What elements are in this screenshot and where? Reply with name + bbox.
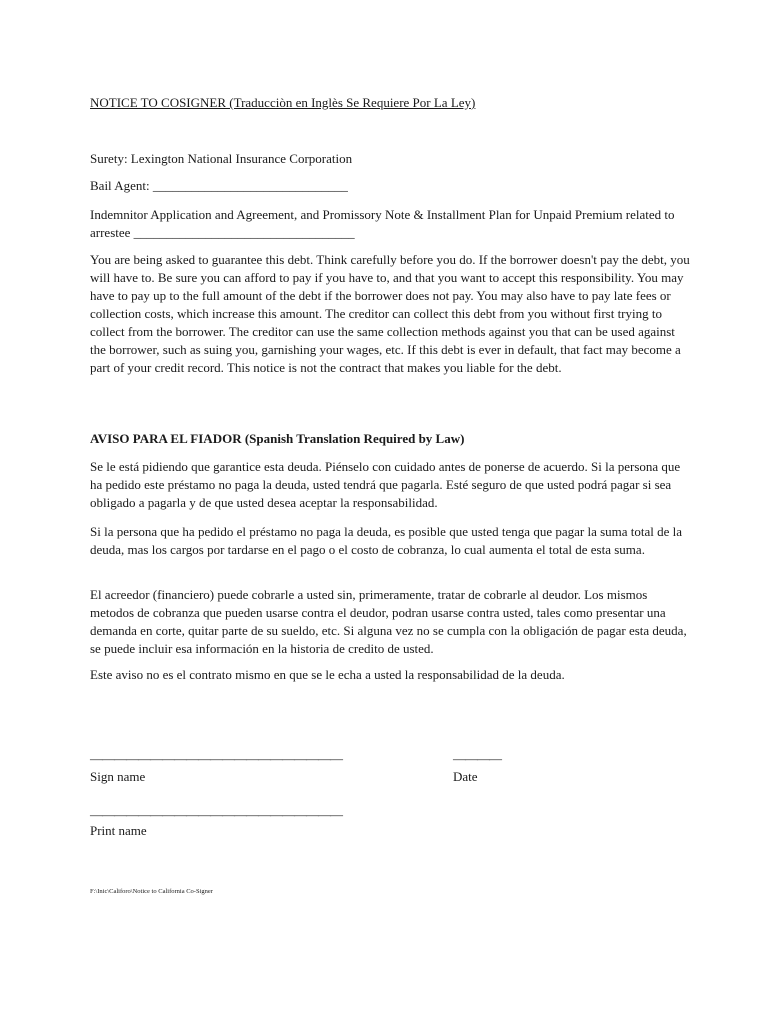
spanish-paragraph-4: Este aviso no es el contrato mismo en que se le echa a usted la responsabilidad de la deuda.: [90, 667, 565, 682]
sign-name-line: —————————————————————: [90, 751, 342, 766]
english-notice-paragraph: You are being asked to guarantee this debt. Think carefully before you do. If the borrower doesn't pay the debt, you will have to. Be sure you can afford to pay if you have to, and that you want to accept this responsibility. You may have to pay up to the full amount of the debt if the borrower does not pay. You may also have to pay late fees or collection costs, which increase this amount. The creditor can collect this debt from you without first trying to collect from the borrower. The creditor can use the same collection methods against you that can be used against the borrower, such as suing you, garnishing your wages, etc. If this debt is ever in default, that fact may become a part of your credit record. This notice is not the contract that makes you liable for the debt.: [90, 252, 690, 375]
spanish-paragraph-3: El acreedor (financiero) puede cobrarle a usted sin, primeramente, tratar de cobrarle al deudor. Los mismos metodos de cobranza que pueden usarse contra el deudor, podran usarse contra usted, tales como presentar una demanda en corte, quitar parte de su sueldo, etc. Si alguna vez no se cumpla con la obligación de pagar esta deuda, se puede incluir esa información en la historia de credito de usted.: [90, 587, 687, 656]
surety-line: Surety: Lexington National Insurance Corporation: [90, 151, 353, 166]
print-name-label: Print name: [90, 823, 147, 838]
spanish-title: AVISO PARA EL FIADOR (Spanish Translation Required by Law): [90, 431, 465, 446]
spanish-paragraph-1: Se le está pidiendo que garantice esta deuda. Piénselo con cuidado antes de ponerse de acuerdo. Si la persona que ha pedido este préstamo no paga la deuda, usted tendrá que pagarla. Esté seguro de que usted podrá pagar si sea obligado a pagarla y de que usted desea aceptar la responsabilidad.: [90, 459, 681, 510]
indemnitor-paragraph: Indemnitor Application and Agreement, and Promissory Note & Installment Plan for Unpaid Premium related to arrestee __________________________________: [90, 207, 675, 240]
print-name-line: —————————————————————: [90, 807, 342, 822]
date-label: Date: [453, 769, 478, 784]
spanish-paragraph-2: Si la persona que ha pedido el préstamo no paga la deuda, es posible que usted tenga que pagar la suma total de la deuda, mas los cargos por tardarse en el pago o el costo de cobranza, lo cual aumenta el total de esta suma.: [90, 524, 683, 557]
footer-file-path: F:\Inic\Califoro\Notice to California Co-Signer: [90, 888, 213, 895]
notice-title: NOTICE TO COSIGNER (Traducciòn en Inglès Se Requiere Por La Ley): [90, 95, 476, 110]
bail-agent-line: Bail Agent: ______________________________: [90, 178, 348, 193]
date-line: ————: [453, 751, 501, 766]
sign-name-label: Sign name: [90, 769, 146, 784]
